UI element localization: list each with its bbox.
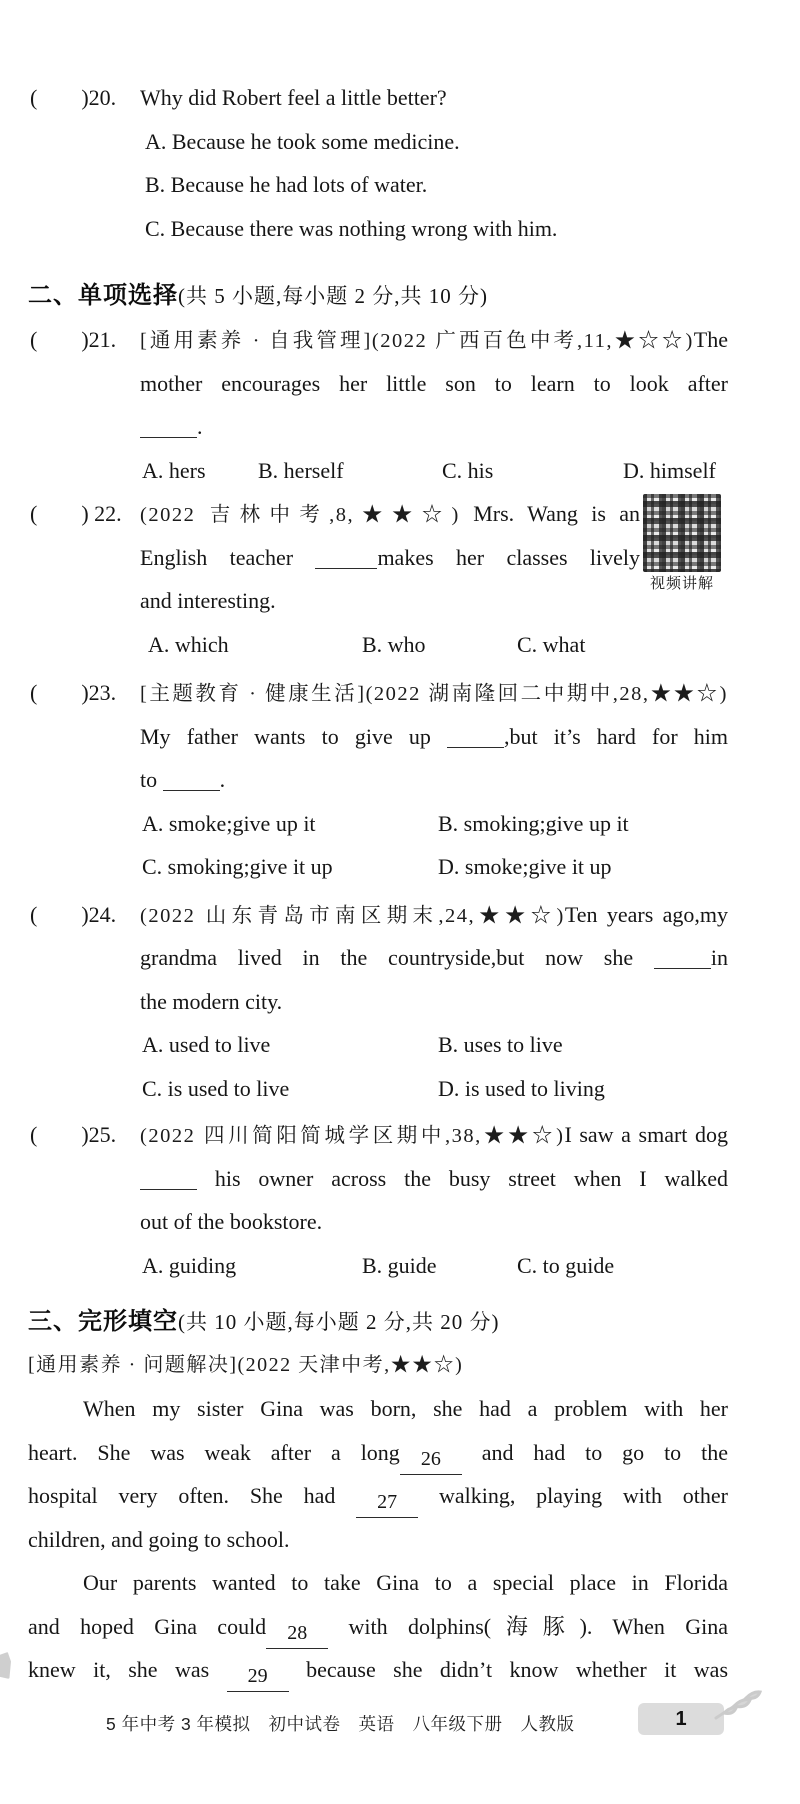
- section-heading: [28, 274, 728, 318]
- bracket-parens: ( ): [30, 901, 89, 927]
- question-line: [28, 536, 640, 580]
- section-score-note: (共 10 小题,每小题 2 分,共 20 分): [178, 1310, 500, 1334]
- content: [28, 76, 728, 1692]
- text-run: knew it, she was: [28, 1657, 227, 1682]
- question-line: [28, 715, 728, 759]
- question-number: 20.: [88, 85, 117, 110]
- question-number: 21.: [88, 327, 117, 352]
- bracket-parens: ( ): [30, 1122, 89, 1147]
- options-row: [28, 845, 728, 889]
- question-number: 23.: [88, 680, 117, 705]
- qr-caption: 视频讲解: [649, 576, 714, 592]
- source-tag-text: [通用素养 · 问题解决](2022 天津中考,★★☆): [28, 1354, 464, 1376]
- options-row: [28, 802, 728, 846]
- section-score-note: (共 5 小题,每小题 2 分,共 10 分): [178, 284, 488, 308]
- numbered-answer-blank: 26: [400, 1444, 462, 1475]
- option-item: A. Because he took some medicine.: [145, 128, 460, 154]
- cloze-source-tagline: [28, 1344, 728, 1387]
- option-item: A. smoke;give up it: [142, 810, 316, 836]
- question-line: [28, 980, 728, 1024]
- text-run: I saw a smart dog: [564, 1122, 728, 1147]
- option-item: B. smoking;give up it: [438, 810, 629, 836]
- source-tag-text: (2022 山东青岛市南区期末,24,★★☆): [140, 904, 565, 927]
- text-run: Why did Robert feel a little better?: [140, 85, 447, 110]
- option-item: B. guide: [362, 1252, 437, 1278]
- options-row: [28, 207, 728, 251]
- source-tag-text: (2022 四川简阳简城学区期中,38,★★☆): [140, 1125, 565, 1147]
- text-run: to: [140, 767, 163, 792]
- text-run: heart. She was weak after a long: [28, 1439, 400, 1465]
- options-row: [28, 1067, 728, 1111]
- text-run: children, and going to school.: [28, 1526, 290, 1552]
- option-item: A. hers: [142, 457, 206, 483]
- text-run: the modern city.: [140, 988, 283, 1014]
- options-row: [28, 163, 728, 207]
- answer-blank: [140, 1169, 197, 1190]
- paragraph-line: [28, 1474, 728, 1518]
- question-line: [28, 318, 728, 362]
- text-run: in: [710, 945, 728, 970]
- text-run: hospital very often. She had: [28, 1483, 357, 1508]
- numbered-answer-blank: 28: [266, 1618, 328, 1649]
- text-run: ,but it’s hard for him: [503, 723, 729, 749]
- question-line: [28, 1157, 728, 1201]
- option-item: C. to guide: [517, 1252, 615, 1278]
- bracket-parens: ( ): [30, 501, 89, 526]
- option-item: A. which: [148, 631, 229, 657]
- option-item: D. smoke;give it up: [438, 854, 612, 879]
- text-run: and hoped Gina could: [28, 1613, 267, 1639]
- question: [28, 671, 728, 889]
- options-row: [28, 1244, 728, 1288]
- option-item: C. smoking;give it up: [142, 854, 333, 879]
- page-number-badge: 1: [638, 1703, 724, 1735]
- question-number: 25.: [88, 1122, 117, 1147]
- options-row: [28, 120, 728, 164]
- bracket-parens: ( ): [30, 680, 89, 705]
- question-line: [28, 76, 728, 120]
- text-run: grandma lived in the countryside,but now she: [140, 945, 654, 970]
- answer-blank: [315, 548, 377, 569]
- option-item: C. Because there was nothing wrong with him.: [145, 215, 558, 241]
- text-run: and had to go to the: [461, 1439, 728, 1465]
- option-item: C. his: [442, 457, 494, 483]
- bracket-parens: ( ): [30, 85, 89, 110]
- bracket-parens: ( ): [30, 327, 89, 352]
- paragraph-line: [28, 1387, 728, 1431]
- source-tag-text: [主题教育 · 健康生活](2022 湖南隆回二中期中,28,★★☆): [140, 683, 728, 705]
- section-title: 三、完形填空: [28, 1308, 178, 1335]
- text-run: English teacher: [140, 544, 316, 570]
- question: [28, 492, 728, 666]
- question-line: [28, 671, 728, 715]
- options-row: [28, 1023, 728, 1067]
- text-run: and interesting.: [140, 588, 276, 613]
- text-run: When my sister Gina was born, she had a problem with her: [83, 1396, 728, 1421]
- question-line: [28, 758, 728, 802]
- cloze-paragraph: [28, 1387, 728, 1561]
- answer-blank: [140, 417, 197, 438]
- option-item: D. is used to living: [438, 1075, 605, 1101]
- text-run: Mrs. Wang is an: [459, 501, 641, 526]
- option-item: B. who: [362, 631, 426, 657]
- text-run: My father wants to give up: [140, 723, 447, 749]
- option-item: B. herself: [258, 457, 344, 483]
- numbered-answer-blank: 29: [227, 1661, 289, 1692]
- footer-series-title: 5 年中考 3 年模拟 初中试卷 英语 八年级下册 人教版: [106, 1714, 575, 1734]
- text-run: The: [693, 327, 728, 352]
- question: [28, 893, 728, 1111]
- question: [28, 76, 728, 250]
- text-run: .: [197, 414, 203, 439]
- answer-blank: [447, 727, 504, 748]
- text-run: .: [219, 767, 226, 792]
- question-number: 24.: [88, 901, 117, 927]
- options-row: [28, 449, 728, 493]
- section-title: 二、单项选择: [28, 282, 178, 309]
- option-item: C. is used to live: [142, 1075, 290, 1101]
- text-run: Ten years ago,my: [564, 901, 728, 927]
- answer-blank: [163, 770, 220, 791]
- question-line: [28, 893, 728, 937]
- text-run: makes her classes lively: [377, 544, 640, 570]
- leaf-decoration-icon: [712, 1688, 764, 1720]
- text-run: mother encourages her little son to learn to look after: [140, 370, 728, 396]
- section-heading: [28, 1300, 728, 1344]
- text-run: his owner across the busy street when I walked: [197, 1165, 728, 1191]
- question: [28, 1113, 728, 1287]
- question-line: [28, 936, 728, 980]
- text-run: with dolphins(海豚). When Gina: [328, 1613, 728, 1639]
- edge-smudge-decoration: [0, 1652, 11, 1679]
- options-row: [28, 623, 728, 667]
- source-tag-text: (2022 吉林中考,8,★★☆): [140, 504, 460, 526]
- option-item: B. Because he had lots of water.: [145, 172, 428, 197]
- paragraph-line: [28, 1561, 728, 1605]
- text-run: walking, playing with other: [418, 1483, 728, 1508]
- paragraph-line: [28, 1605, 728, 1649]
- paragraph-line: [28, 1518, 728, 1562]
- question-line: [28, 1200, 728, 1244]
- qr-code-video-icon: [643, 494, 721, 572]
- option-item: A. guiding: [142, 1252, 237, 1278]
- question-line: [28, 492, 640, 536]
- question-line: [28, 362, 728, 406]
- paragraph-line: [28, 1648, 728, 1692]
- question-line: [28, 405, 728, 449]
- cloze-paragraph: [28, 1561, 728, 1692]
- option-item: D. himself: [623, 457, 716, 483]
- text-run: out of the bookstore.: [140, 1209, 323, 1234]
- text-run: Our parents wanted to take Gina to a special place in Florida: [83, 1570, 728, 1595]
- option-item: B. uses to live: [438, 1032, 563, 1057]
- option-item: C. what: [517, 631, 586, 657]
- source-tag-text: [通用素养 · 自我管理](2022 广西百色中考,11,★☆☆): [140, 330, 694, 352]
- question-number: 22.: [88, 501, 122, 526]
- numbered-answer-blank: 27: [356, 1487, 418, 1518]
- question-line: [28, 579, 728, 623]
- question: [28, 318, 728, 492]
- text-run: because she didn’t know whether it was: [288, 1657, 729, 1682]
- question-line: [28, 1113, 728, 1157]
- answer-blank: [654, 948, 711, 969]
- option-item: A. used to live: [142, 1032, 271, 1057]
- paragraph-line: [28, 1431, 728, 1475]
